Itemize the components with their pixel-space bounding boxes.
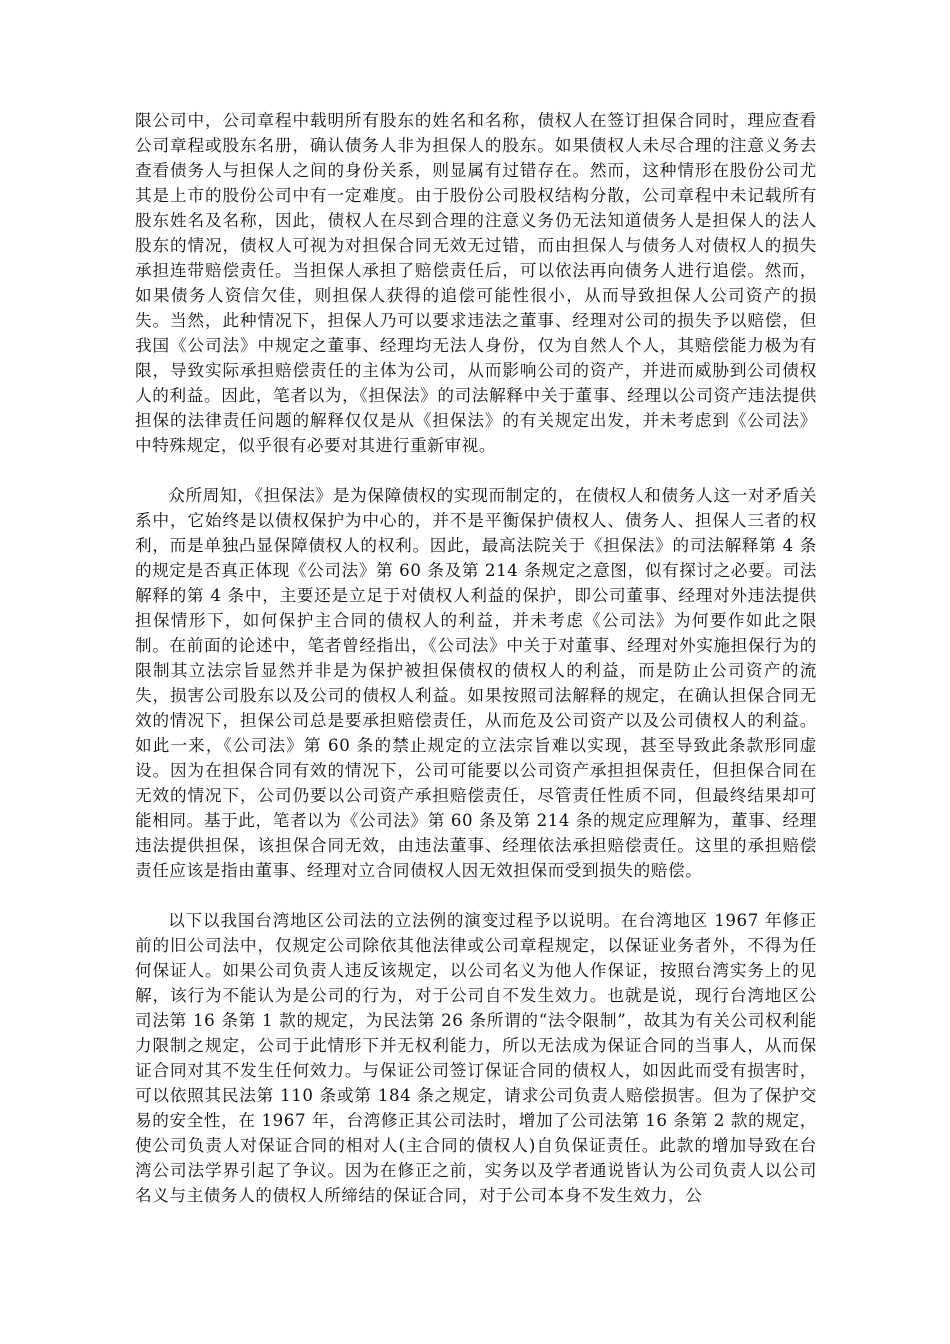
paragraph-guarantee-law: 众所周知，《担保法》是为保障债权的实现而制定的，在债权人和债务人这一对矛盾关系中，它始终是以债权保护为中心的，并不是平衡保护债权人、债务人、担保人三者的权利，而是单独凸显保障债权人的权利。因此，最高法院关于《担保法》的司法解释第 4 条的规定是否真正体现《公司法》第 60 条及第 214 条规定之意图，似有探讨之必要。司法解释的第 4 条中，主要还是立足于对债权人利益的保护，即公司董事、经理对外违法提供担保情形下，如何保护主合同的债权人的利益，并未考虑《公司法》为何要作如此之限制。在前面的论述中，笔者曾经指出，《公司法》中关于对董事、经理对外实施担保行为的限制其立法宗旨显然并非是为保护被担保债权的债权人的利益，而是防止公司资产的流失，损害公司股东以及公司的债权人利益。如果按照司法解释的规定，在确认担保合同无效的情况下，担保公司总是要承担赔偿责任，从而危及公司资产以及公司债权人的利益。如此一来，《公司法》第 60 条的禁止规定的立法宗旨难以实现，甚至导致此条款形同虚设。因为在担保合同有效的情况下，公司可能要以公司资产承担担保责任，但担保合同在无效的情况下，公司仍要以公司资产承担赔偿责任，尽管责任性质不同，但最终结果却可能相同。基于此，笔者以为《公司法》第 60 条及第 214 条的规定应理解为，董事、经理违法提供担保，该担保合同无效，由违法董事、经理依法承担赔偿责任。这里的承担赔偿责任应该是指由董事、经理对立合同债权人因无效担保而受到损失的赔偿。 xyxy=(135,486,817,880)
paragraph-taiwan-company-law: 以下以我国台湾地区公司法的立法例的演变过程予以说明。在台湾地区 1967 年修正前的旧公司法中，仅规定公司除依其他法律或公司章程规定，以保证业务者外，不得为任何保证人。如果公司负责人违反该规定，以公司名义为他人作保证，按照台湾实务上的见解，该行为不能认为是公司的行为，对于公司自不发生效力。也就是说，现行台湾地区公司法第 16 条第 1 款的规定，为民法第 26 条所谓的“法令限制”，故其为有关公司权利能力限制之规定，公司于此情形下并无权利能力，所以无法成为保证合同的当事人，从而保证合同对其不发生任何效力。与保证公司签订保证合同的债权人，如因此而受有损害时，可以依照其民法第 110 条或第 184 条之规定，请求公司负责人赔偿损害。但为了保护交易的安全性，在 1967 年，台湾修正其公司法时，增加了公司法第 16 条第 2 款的规定，使公司负责人对保证合同的相对人(主合同的债权人)自负保证责任。此款的增加导致在台湾公司法学界引起了争议。因为在修正之前，实务以及学者通说皆认为公司负责人以公司名义与主债务人的债权人所缔结的保证合同，对于公司本身不发生效力，公 xyxy=(135,911,817,1205)
paragraph-continued: 限公司中，公司章程中载明所有股东的姓名和名称，债权人在签订担保合同时，理应查看公司章程或股东名册，确认债务人非为担保人的股东。如果债权人未尽合理的注意义务去查看债务人与担保人之间的身份关系，则显属有过错存在。然而，这种情形在股份公司尤其是上市的股份公司中有一定难度。由于股份公司股权结构分散，公司章程中未记载所有股东姓名及名称，因此，债权人在尽到合理的注意义务仍无法知道债务人是担保人的法人股东的情况，债权人可视为对担保合同无效无过错，而由担保人与债务人对债权人的损失承担连带赔偿责任。当担保人承担了赔偿责任后，可以依法再向债务人进行追偿。然而，如果债务人资信欠佳，则担保人获得的追偿可能性很小，从而导致担保人公司资产的损失。当然，此种情况下，担保人乃可以要求违法之董事、经理对公司的损失予以赔偿，但我国《公司法》中规定之董事、经理均无法人身份，仅为自然人个人，其赔偿能力极为有限，导致实际承担赔偿责任的主体为公司，从而影响公司的资产，并进而威胁到公司债权人的利益。因此，笔者以为，《担保法》的司法解释中关于董事、经理以公司资产违法提供担保的法律责任问题的解释仅仅是从《担保法》的有关规定出发，并未考虑到《公司法》中特殊规定，似乎很有必要对其进行重新审视。 xyxy=(135,111,817,455)
document-page xyxy=(135,108,817,1208)
